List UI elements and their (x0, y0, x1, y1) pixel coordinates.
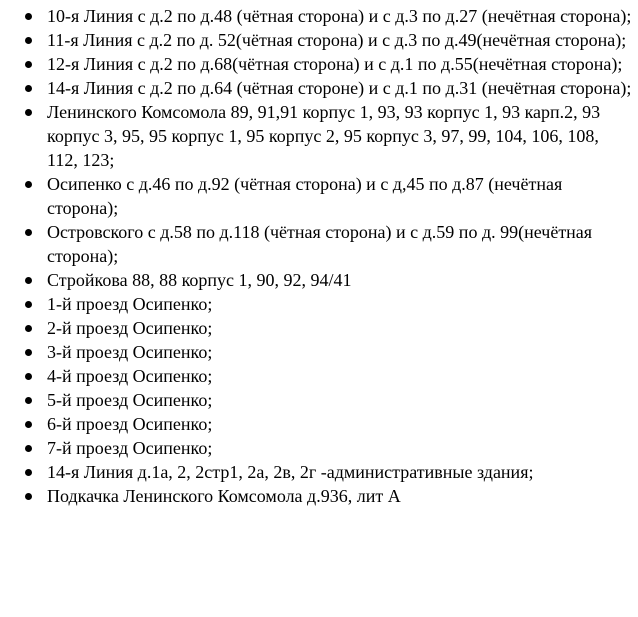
bullet-icon (25, 325, 32, 332)
list-item-text: 14-я Линия д.1а, 2, 2стр1, 2а, 2в, 2г -административные здания; (47, 462, 534, 482)
list-item (0, 460, 638, 484)
list-item (0, 268, 638, 292)
bullet-icon (25, 301, 32, 308)
list-item-text: 7-й проезд Осипенко; (47, 438, 213, 458)
list-item (0, 436, 638, 460)
list-item-text: 12-я Линия с д.2 по д.68(чётная сторона) и с д.1 по д.55(нечётная сторона); (47, 54, 623, 74)
list-item-text: 14-я Линия с д.2 по д.64 (чётная стороне) и с д.1 по д.31 (нечётная сторона); (47, 78, 632, 98)
list-item-text: Осипенко с д.46 по д.92 (чётная сторона) и с д,45 по д.87 (нечётная сторона); (47, 174, 563, 218)
list-item-text: 11-я Линия с д.2 по д. 52(чётная сторона) и с д.3 по д.49(нечётная сторона); (47, 30, 627, 50)
list-item (0, 484, 638, 508)
list-item (0, 340, 638, 364)
list-item (0, 52, 638, 76)
bullet-icon (25, 229, 32, 236)
list-item-text: Подкачка Ленинского Комсомола д.936, лит А (47, 486, 401, 506)
list-item (0, 100, 638, 172)
list-item-text: 10-я Линия с д.2 по д.48 (чётная сторона) и с д.3 по д.27 (нечётная сторона); (47, 6, 632, 26)
list-item-text: 6-й проезд Осипенко; (47, 414, 213, 434)
bullet-icon (25, 85, 32, 92)
list-item-text: 4-й проезд Осипенко; (47, 366, 213, 386)
bullet-icon (25, 61, 32, 68)
list-item (0, 364, 638, 388)
bullet-icon (25, 469, 32, 476)
list-item (0, 76, 638, 100)
bullet-icon (25, 445, 32, 452)
list-item-text: Ленинского Комсомола 89, 91,91 корпус 1, 93, 93 корпус 1, 93 карп.2, 93 корпус 3, 95, 95 корпус 1, 95 корпус 2, 95 корпус 3, 97, 99, 104, 106, 108, 112, 123; (47, 102, 601, 170)
address-list (0, 4, 638, 508)
list-item (0, 316, 638, 340)
bullet-icon (25, 421, 32, 428)
bullet-icon (25, 277, 32, 284)
list-item-text: 3-й проезд Осипенко; (47, 342, 213, 362)
list-item-text: 1-й проезд Осипенко; (47, 294, 213, 314)
bullet-icon (25, 397, 32, 404)
list-item-text: 2-й проезд Осипенко; (47, 318, 213, 338)
bullet-icon (25, 181, 32, 188)
list-item (0, 4, 638, 28)
list-item (0, 172, 638, 220)
bullet-icon (25, 109, 32, 116)
bullet-icon (25, 37, 32, 44)
bullet-icon (25, 373, 32, 380)
list-item (0, 28, 638, 52)
list-item (0, 388, 638, 412)
bullet-icon (25, 13, 32, 20)
list-item-text: 5-й проезд Осипенко; (47, 390, 213, 410)
list-item (0, 292, 638, 316)
list-item (0, 220, 638, 268)
list-item (0, 412, 638, 436)
bullet-icon (25, 493, 32, 500)
list-item-text: Островского с д.58 по д.118 (чётная сторона) и с д.59 по д. 99(нечётная сторона); (47, 222, 593, 266)
list-item-text: Стройкова 88, 88 корпус 1, 90, 92, 94/41 (47, 270, 352, 290)
bullet-icon (25, 349, 32, 356)
